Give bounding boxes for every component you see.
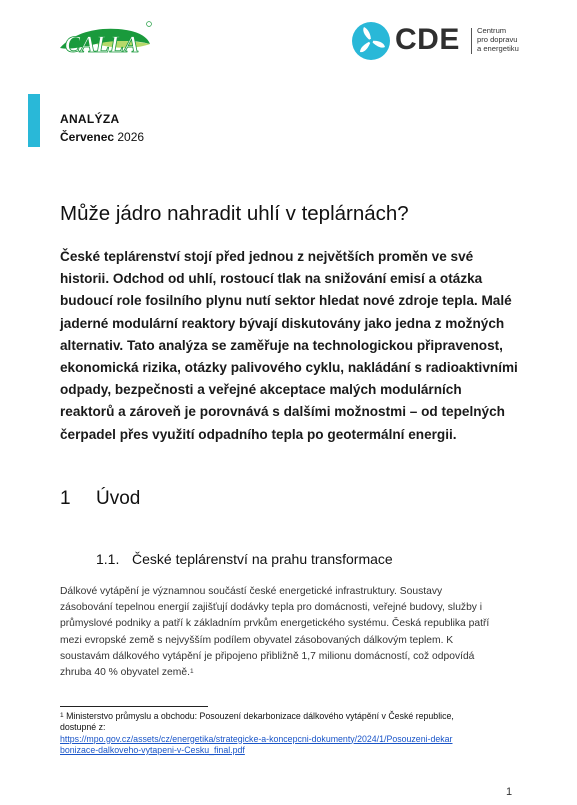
footnote-ref[interactable]: 1: [189, 668, 194, 676]
footnote-link[interactable]: https://mpo.gov.cz/assets/cz/energetika/strategicke-a-koncepcni-dokumenty/2024/1/Posouzeni-dekar: [60, 733, 453, 744]
document-type: ANALÝZA: [60, 112, 120, 126]
body-paragraph: Dálkové vytápění je významnou součástí české energetické infrastruktury. Soustavy zásobování tepelnou energií zajišťují dodávky tepla pro domácnosti, veřejné budovy, služby i průmyslové podniky a patří k základním prvkům energetického systému. Česká republika patří mezi evropské země s nejvyšším podílem obyvatel zásobovaných dálkovým teplem. K soustavám dálkového vytápění je připojeno přibližně 1,7 milionu domácností, což odpovídá zhruba 40 % obyvatel země.$^1$: [60, 586, 490, 679]
document-date: Červenec 2026: [60, 130, 145, 144]
cde-subtitle: Centrum pro dopravu a energetiku: [477, 26, 519, 53]
section-number: 1: [60, 488, 71, 509]
page-title: Může jádro nahradit uhlí v teplárnách?: [60, 202, 409, 225]
calla-logo: [56, 18, 156, 60]
page-number: 1: [506, 786, 513, 798]
subsection-number: 1.1.: [96, 551, 120, 567]
svg-text:CALLA: CALLA: [65, 32, 140, 57]
footnote-number: 1: [60, 712, 64, 719]
section-heading: Úvod: [96, 488, 141, 509]
footnote-link-cont[interactable]: bonizace-dalkoveho-vytapeni-v-Cesku_final.pdf: [60, 744, 245, 755]
logo-divider: [471, 28, 472, 54]
cde-wordmark: CDE: [395, 23, 460, 56]
subsection-heading: České teplárenství na prahu transformace: [132, 551, 393, 567]
propeller-icon: [352, 22, 390, 60]
cde-logo: [352, 20, 532, 62]
lead-paragraph: České teplárenství stojí před jednou z největších proměn ve své historii. Odchod od uhlí, rostoucí tlak na snižování emisí a otázka budoucí role fosilního plynu nutí sektor hledat nové zdroje tepla. Malé jaderné modulární reaktory bývají diskutovány jako jedna z možných alternativ. Tato analýza se zaměřuje na technologickou připravenost, ekonomická rizika, otázky palivového cyklu, nakládání s radioaktivními odpady, bezpečnosti a veřejné akceptace malých modulárních reaktorů a zároveň je porovnává s dalšími možnostmi – od tepelných čerpadel přes využití odpadního tepla po geotermální energii.: [60, 249, 518, 442]
footnote: $^1$ Ministerstvo průmyslu a obchodu: Posouzení dekarbonizace dálkového vytápění v České republice, dostupné z: https://mpo.gov.cz/assets/cz/energetika/strategicke-a-koncepcni-dokumenty/2024/1/Posouzeni-dekar bonizace-dalkoveho-vytapeni-v-Cesku_final.pdf: [60, 711, 530, 756]
accent-bar: [28, 94, 40, 147]
footnote-divider: [60, 706, 208, 707]
